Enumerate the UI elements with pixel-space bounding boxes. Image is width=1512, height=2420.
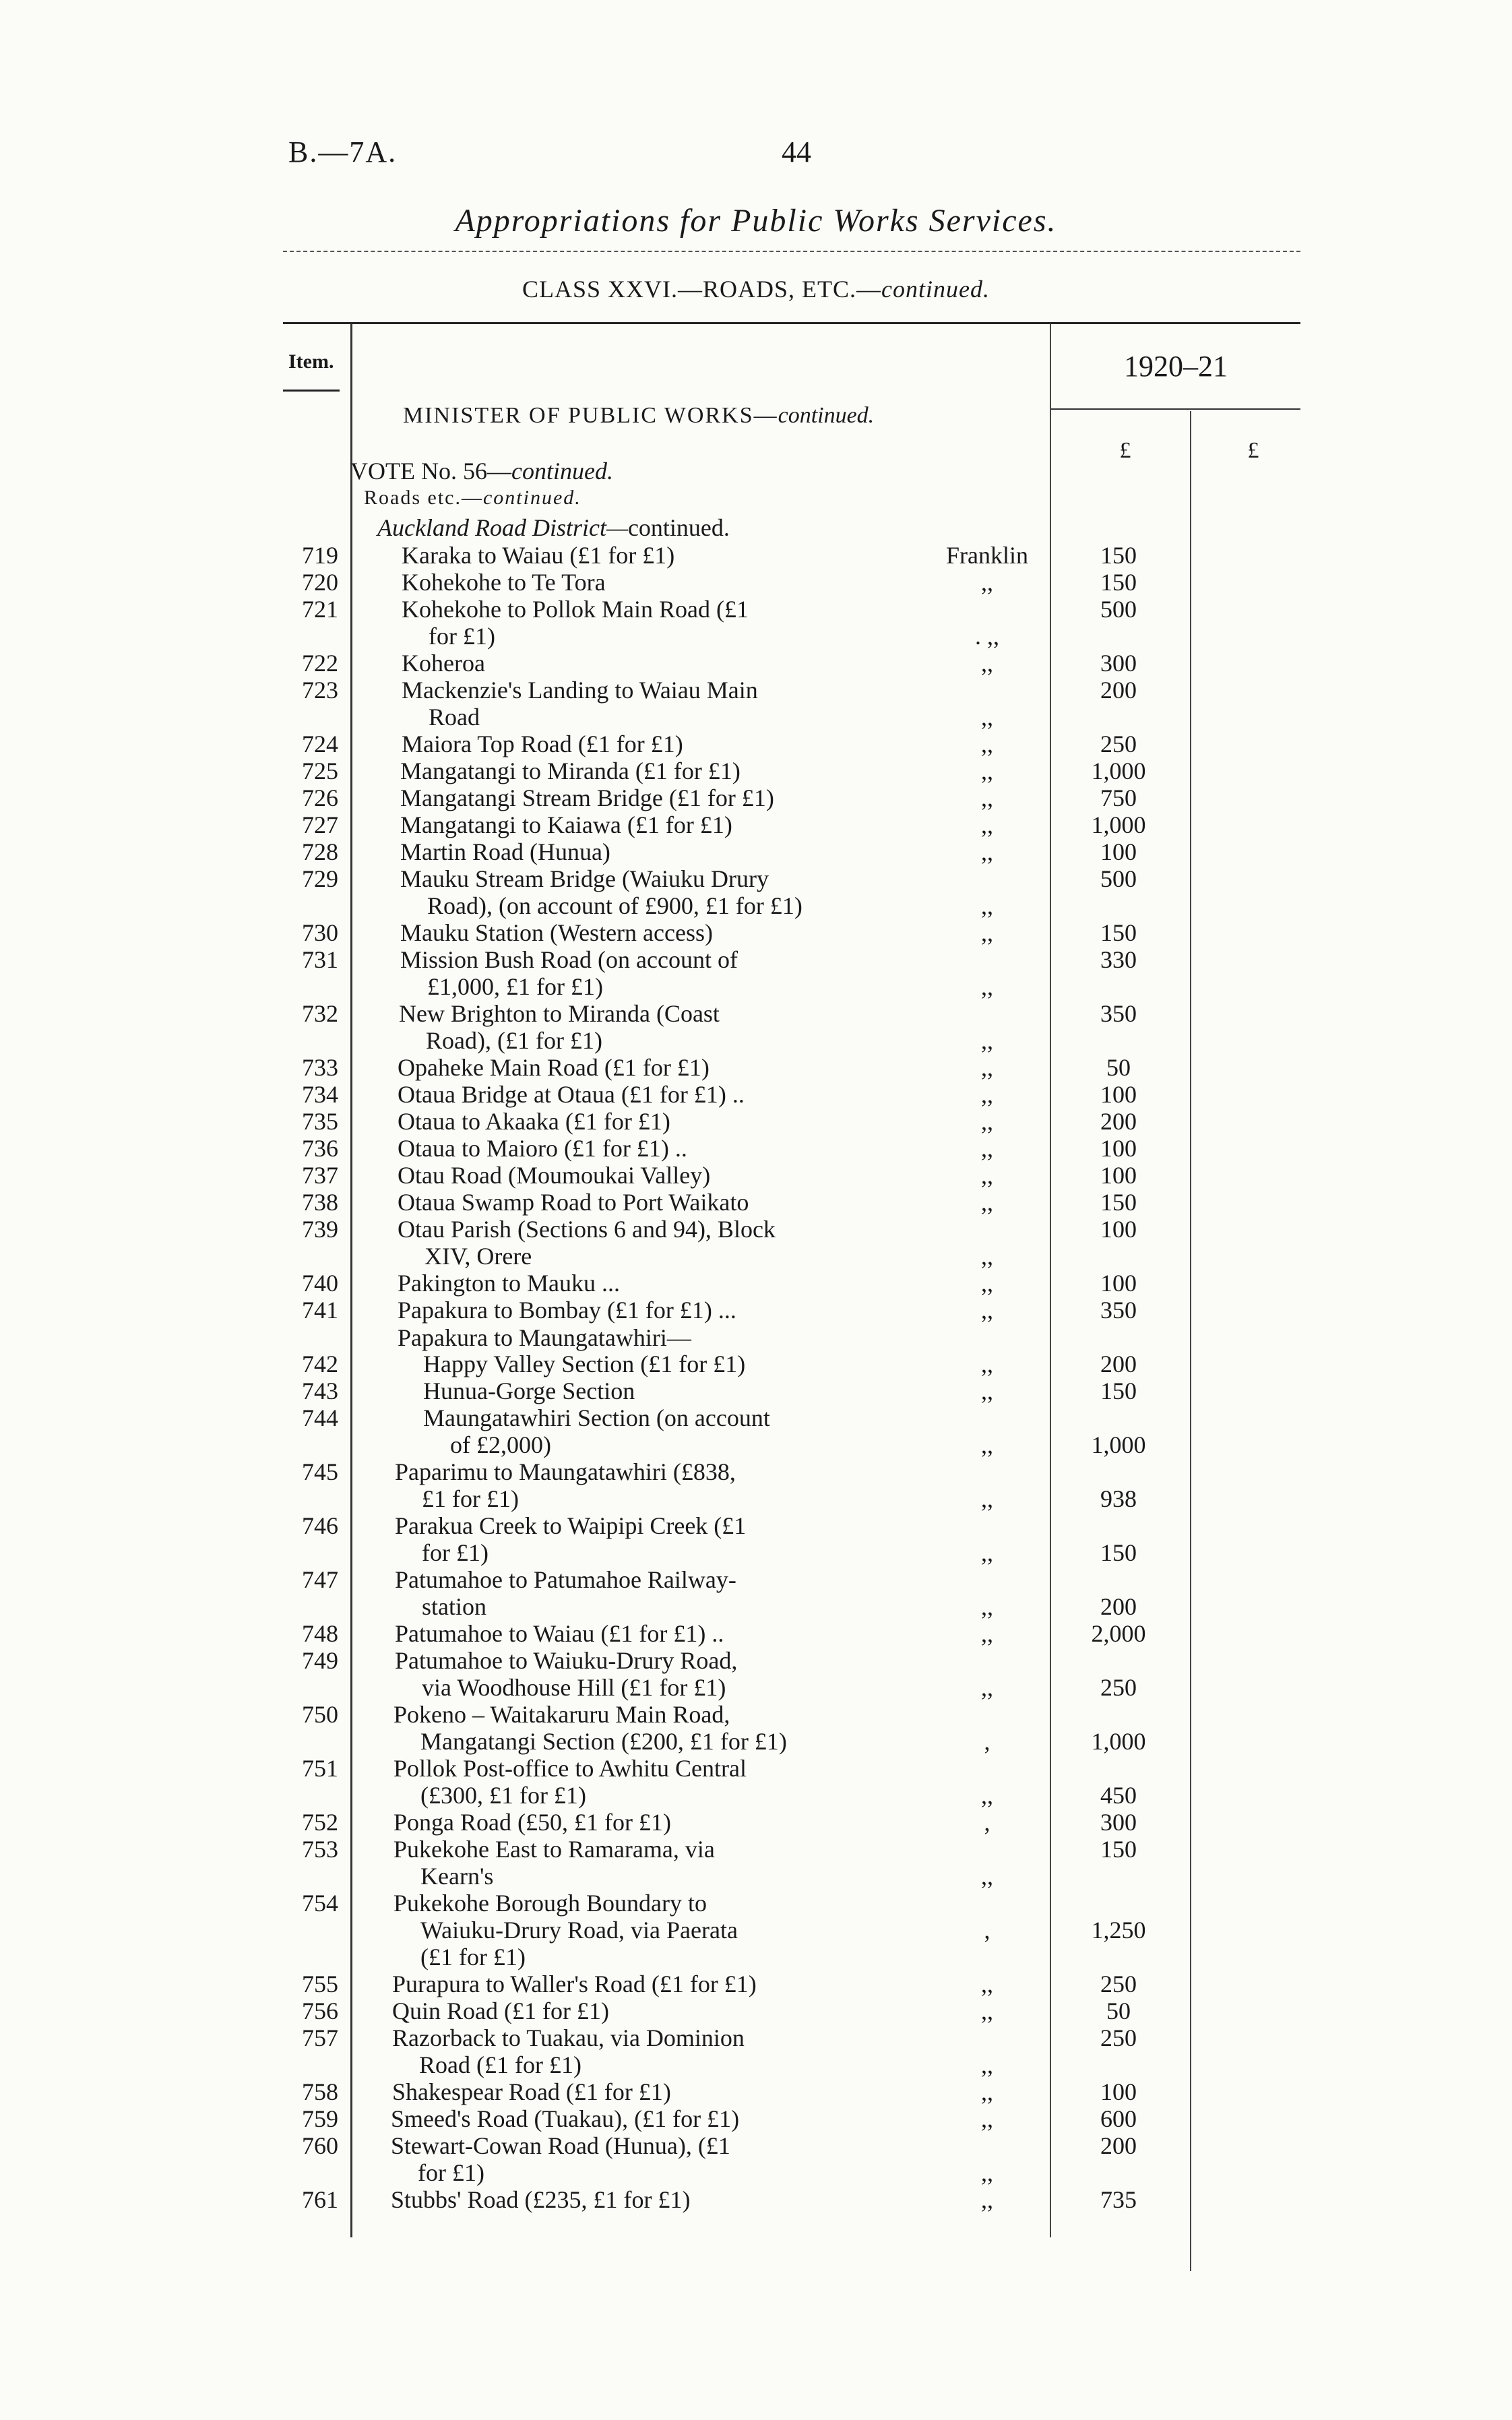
amount-cell: 200	[1100, 1108, 1137, 1135]
description-line: Kohekohe to Te Tora	[402, 569, 606, 596]
item-description	[402, 650, 923, 677]
page-title: Appropriations for Public Works Services.	[455, 203, 1057, 239]
description-line: Pollok Post-office to Awhitu Central	[393, 1755, 747, 1782]
title-rule	[283, 251, 1300, 252]
description-continuation: Road), (on account of £900, £1 for £1)	[427, 892, 802, 919]
description-continuation: for £1)	[418, 2159, 484, 2186]
item-number: 723	[302, 677, 338, 704]
item-description	[393, 1701, 923, 1755]
item-number: 732	[302, 1000, 338, 1027]
description-line: Stubbs' Road (£235, £1 for £1)	[391, 2186, 691, 2213]
amount-cell: 1,000	[1091, 811, 1146, 838]
vote-heading-text: VOTE No. 56—	[350, 458, 511, 485]
amount-cell: 300	[1100, 650, 1137, 677]
item-number: 725	[302, 757, 338, 784]
vote-heading	[350, 457, 613, 485]
item-column-header: Item.	[288, 350, 334, 373]
district-cell: ,,	[981, 1027, 993, 1054]
district-cell: ,,	[981, 1593, 993, 1620]
year-header: 1920–21	[1124, 350, 1228, 383]
item-description	[402, 542, 923, 569]
description-line: Mission Bush Road (on account of	[400, 946, 738, 973]
item-description	[400, 919, 923, 946]
description-line: Koheroa	[402, 650, 485, 677]
item-description	[392, 1971, 923, 1997]
description-line: Mauku Stream Bridge (Waiuku Drury	[400, 865, 769, 892]
item-description	[395, 1647, 923, 1701]
item-description	[393, 1809, 923, 1836]
district-cell: ,,	[981, 919, 993, 946]
item-description	[398, 1270, 923, 1297]
amount-cell: 100	[1100, 1135, 1137, 1162]
item-number: 719	[302, 542, 338, 569]
amount-cell: 350	[1100, 1000, 1137, 1027]
amount-cell: 100	[1100, 1081, 1137, 1108]
district-cell: ,,	[981, 811, 993, 838]
description-line: Pukekohe Borough Boundary to	[393, 1890, 707, 1917]
item-description	[398, 1162, 923, 1189]
item-number: 755	[302, 1971, 338, 1997]
description-line: Maiora Top Road (£1 for £1)	[402, 731, 683, 757]
district-cell: ,,	[981, 1351, 993, 1377]
description-continuation: Road), (£1 for £1)	[426, 1027, 602, 1054]
district-cell: ,	[984, 1728, 990, 1755]
item-description	[398, 1135, 923, 1162]
description-line: Patumahoe to Waiau (£1 for £1) ..	[395, 1620, 724, 1647]
amount-cell: 200	[1100, 2132, 1137, 2159]
class-heading-text: CLASS XXVI.—ROADS, ETC.—	[522, 276, 882, 303]
district-cell: ,,	[981, 1863, 993, 1890]
district-cell: ,,	[981, 973, 993, 1000]
district-cell: ,,	[981, 2105, 993, 2132]
table-top-rule	[283, 322, 1300, 324]
district-cell: ,,	[981, 784, 993, 811]
item-number: 722	[302, 650, 338, 677]
district-cell: ,,	[981, 1162, 993, 1189]
class-heading	[0, 275, 1512, 303]
item-description	[400, 838, 923, 865]
amount-cell: 200	[1100, 677, 1137, 704]
item-description	[393, 1836, 923, 1890]
item-description	[402, 731, 923, 757]
description-line: Papakura to Bombay (£1 for £1) ...	[398, 1297, 736, 1324]
description-continuation: of £2,000)	[450, 1431, 551, 1458]
district-cell: ,,	[981, 704, 993, 731]
item-description	[395, 1566, 923, 1620]
item-description	[402, 677, 923, 731]
description-line: New Brighton to Miranda (Coast	[399, 1000, 720, 1027]
description-line: Hunua-Gorge Section	[423, 1377, 635, 1404]
year-header-rule	[1051, 408, 1300, 410]
description-continuation: station	[422, 1593, 486, 1620]
description-line: Patumahoe to Patumahoe Railway-	[395, 1566, 736, 1593]
amount-cell: 250	[1100, 1971, 1137, 1997]
description-continuation: via Woodhouse Hill (£1 for £1)	[422, 1674, 726, 1701]
amount-cell: 500	[1100, 596, 1137, 623]
item-description	[400, 757, 923, 784]
description-line: Maungatawhiri Section (on account	[423, 1404, 770, 1431]
description-continuation: £1 for £1)	[422, 1485, 519, 1512]
description-continuation: for £1)	[422, 1539, 489, 1566]
item-description	[423, 1377, 923, 1404]
district-cell: ,,	[981, 838, 993, 865]
description-line: Mangatangi to Kaiawa (£1 for £1)	[400, 811, 732, 838]
item-description	[423, 1351, 923, 1377]
description-line: Parakua Creek to Waipipi Creek (£1	[395, 1512, 747, 1539]
description-line: Shakespear Road (£1 for £1)	[392, 2078, 671, 2105]
item-description	[398, 1081, 923, 1108]
description-line: Otaua to Akaaka (£1 for £1)	[398, 1108, 670, 1135]
district-cell: ,,	[981, 1243, 993, 1270]
item-number: 729	[302, 865, 338, 892]
district-cell: ,,	[981, 731, 993, 757]
district-cell: ,,	[981, 1485, 993, 1512]
amount-cell: 150	[1100, 919, 1137, 946]
amount-cell: 150	[1100, 1836, 1137, 1863]
description-line: Mangatangi Stream Bridge (£1 for £1)	[400, 784, 774, 811]
amount-cell: 450	[1100, 1782, 1137, 1809]
description-line: Otau Road (Moumoukai Valley)	[398, 1162, 711, 1189]
amount-cell: 200	[1100, 1351, 1137, 1377]
district-cell: ,,	[981, 892, 993, 919]
description-continuation: Road	[429, 704, 480, 731]
description-line: Kohekohe to Pollok Main Road (£1	[402, 596, 749, 623]
district-cell: ,,	[981, 1135, 993, 1162]
description-line: Stewart-Cowan Road (Hunua), (£1	[391, 2132, 730, 2159]
item-number: 741	[302, 1297, 338, 1324]
district-cell: ,,	[981, 1081, 993, 1108]
item-number: 759	[302, 2105, 338, 2132]
item-description	[392, 2024, 923, 2078]
amount-cell: 150	[1100, 1189, 1137, 1216]
description-line: Karaka to Waiau (£1 for £1)	[402, 542, 675, 569]
district-cell: ,,	[981, 1620, 993, 1647]
item-description	[398, 1189, 923, 1216]
amount-cell: 1,000	[1091, 1431, 1146, 1458]
description-continuation: (£1 for £1)	[420, 1944, 526, 1971]
description-line: Patumahoe to Waiuku-Drury Road,	[395, 1647, 738, 1674]
description-line: Otaua Swamp Road to Port Waikato	[398, 1189, 749, 1216]
vote-heading-continued: continued.	[511, 458, 613, 485]
description-line: Opaheke Main Road (£1 for £1)	[398, 1054, 710, 1081]
amount-cell: 250	[1100, 731, 1137, 757]
minister-heading-text: MINISTER OF PUBLIC WORKS—	[403, 403, 778, 428]
district-heading-continued: continued.	[627, 514, 730, 541]
description-line: Ponga Road (£50, £1 for £1)	[393, 1809, 671, 1836]
amount-column-divider	[1050, 323, 1051, 2237]
item-description	[392, 2078, 923, 2105]
amount-cell: 1,250	[1091, 1917, 1146, 1944]
district-cell: ,,	[981, 569, 993, 596]
item-description	[398, 1297, 923, 1324]
description-line: Mauku Station (Western access)	[400, 919, 713, 946]
description-line: Pokeno – Waitakaruru Main Road,	[393, 1701, 730, 1728]
item-description	[391, 2132, 923, 2186]
roads-heading	[364, 487, 581, 509]
district-cell: ,,	[981, 1054, 993, 1081]
amount-cell: 150	[1100, 1539, 1137, 1566]
pound-column-divider	[1190, 411, 1191, 2271]
district-cell: Franklin	[946, 542, 1028, 569]
item-number: 738	[302, 1189, 338, 1216]
district-cell: ,,	[981, 1108, 993, 1135]
amount-cell: 200	[1100, 1593, 1137, 1620]
amount-cell: 150	[1100, 1377, 1137, 1404]
currency-header-2: £	[1247, 438, 1259, 463]
description-line: Otau Parish (Sections 6 and 94), Block	[398, 1216, 776, 1243]
item-description	[392, 1997, 923, 2024]
description-continuation: £1,000, £1 for £1)	[427, 973, 603, 1000]
page-number: 44	[782, 135, 811, 168]
description-line: Smeed's Road (Tuakau), (£1 for £1)	[391, 2105, 740, 2132]
description-continuation: Mangatangi Section (£200, £1 for £1)	[420, 1728, 787, 1755]
amount-cell: 100	[1100, 2078, 1137, 2105]
district-cell: ,,	[981, 1297, 993, 1324]
item-number: 744	[302, 1404, 338, 1431]
amount-cell: 350	[1100, 1297, 1137, 1324]
amount-cell: 50	[1106, 1997, 1131, 2024]
item-column-divider	[350, 323, 352, 2237]
district-cell: ,,	[981, 1997, 993, 2024]
district-cell: ,	[984, 1809, 990, 1836]
item-number: 742	[302, 1351, 338, 1377]
amount-cell: 300	[1100, 1809, 1137, 1836]
description-line: Otaua Bridge at Otaua (£1 for £1) ..	[398, 1081, 745, 1108]
district-cell: ,,	[981, 1270, 993, 1297]
item-description	[402, 596, 923, 650]
amount-cell: 1,000	[1091, 757, 1146, 784]
item-description	[398, 1216, 923, 1270]
item-number: 754	[302, 1890, 338, 1917]
item-description	[391, 2186, 923, 2213]
description-continuation: (£300, £1 for £1)	[420, 1782, 586, 1809]
district-cell: ,,	[981, 2159, 993, 2186]
district-cell: ,,	[981, 2186, 993, 2213]
minister-heading	[403, 403, 874, 429]
subheading-papakura-maungatawhiri: Papakura to Maungatawhiri—	[398, 1324, 691, 1351]
item-number: 720	[302, 569, 338, 596]
amount-cell: 100	[1100, 1270, 1137, 1297]
description-continuation: Waiuku-Drury Road, via Paerata	[420, 1917, 738, 1944]
amount-cell: 330	[1100, 946, 1137, 973]
item-number: 757	[302, 2024, 338, 2051]
district-cell: ,,	[981, 2078, 993, 2105]
amount-cell: 750	[1100, 784, 1137, 811]
item-number: 751	[302, 1755, 338, 1782]
item-description	[400, 811, 923, 838]
district-cell: ,,	[981, 1782, 993, 1809]
item-description	[400, 784, 923, 811]
item-number: 733	[302, 1054, 338, 1081]
item-number: 736	[302, 1135, 338, 1162]
item-number: 739	[302, 1216, 338, 1243]
currency-header-1: £	[1119, 438, 1131, 463]
minister-heading-continued: continued.	[778, 403, 875, 428]
class-heading-continued: continued.	[881, 276, 990, 303]
district-cell: ,,	[981, 1674, 993, 1701]
description-line: Pakington to Mauku ...	[398, 1270, 620, 1297]
item-header-rule	[283, 390, 340, 392]
item-number: 731	[302, 946, 338, 973]
description-line: Martin Road (Hunua)	[400, 838, 610, 865]
item-description	[402, 569, 923, 596]
amount-cell: 100	[1100, 1216, 1137, 1243]
amount-cell: 250	[1100, 2024, 1137, 2051]
amount-cell: 150	[1100, 542, 1137, 569]
description-continuation: XIV, Orere	[424, 1243, 532, 1270]
item-number: 737	[302, 1162, 338, 1189]
district-cell: ,,	[981, 1539, 993, 1566]
item-number: 747	[302, 1566, 338, 1593]
description-line: Paparimu to Maungatawhiri (£838,	[395, 1458, 736, 1485]
item-description	[400, 865, 923, 919]
district-cell: ,,	[981, 650, 993, 677]
description-line: Razorback to Tuakau, via Dominion	[392, 2024, 745, 2051]
item-number: 758	[302, 2078, 338, 2105]
item-number: 740	[302, 1270, 338, 1297]
item-number: 721	[302, 596, 338, 623]
amount-cell: 500	[1100, 865, 1137, 892]
district-cell: ,,	[981, 1431, 993, 1458]
item-description	[423, 1404, 923, 1458]
item-description	[400, 946, 923, 1000]
item-number: 756	[302, 1997, 338, 2024]
item-number: 746	[302, 1512, 338, 1539]
item-number: 724	[302, 731, 338, 757]
description-line: Pukekohe East to Ramarama, via	[393, 1836, 715, 1863]
district-cell: ,,	[981, 757, 993, 784]
description-continuation: Kearn's	[420, 1863, 494, 1890]
description-line: Otaua to Maioro (£1 for £1) ..	[398, 1135, 687, 1162]
item-number: 748	[302, 1620, 338, 1647]
item-number: 743	[302, 1377, 338, 1404]
amount-cell: 250	[1100, 1674, 1137, 1701]
description-continuation: for £1)	[429, 623, 495, 650]
amount-cell: 2,000	[1091, 1620, 1146, 1647]
description-line: Quin Road (£1 for £1)	[392, 1997, 609, 2024]
item-description	[393, 1755, 923, 1809]
document-reference: B.—7A.	[288, 135, 398, 168]
item-number: 745	[302, 1458, 338, 1485]
item-number: 727	[302, 811, 338, 838]
amount-cell: 938	[1100, 1485, 1137, 1512]
district-cell: ,,	[981, 1971, 993, 1997]
item-description	[399, 1000, 923, 1054]
roads-heading-text: Roads etc.—	[364, 487, 483, 509]
item-number: 730	[302, 919, 338, 946]
district-cell: . ,,	[975, 623, 999, 650]
description-line: Mangatangi to Miranda (£1 for £1)	[400, 757, 741, 784]
district-cell: ,,	[981, 1377, 993, 1404]
amount-cell: 735	[1100, 2186, 1137, 2213]
item-number: 760	[302, 2132, 338, 2159]
amount-cell: 600	[1100, 2105, 1137, 2132]
item-description	[395, 1512, 923, 1566]
item-description	[393, 1890, 923, 1971]
item-number: 761	[302, 2186, 338, 2213]
district-heading	[377, 514, 730, 542]
item-description	[395, 1620, 923, 1647]
item-number: 749	[302, 1647, 338, 1674]
item-number: 728	[302, 838, 338, 865]
amount-cell: 150	[1100, 569, 1137, 596]
item-description	[395, 1458, 923, 1512]
item-description	[391, 2105, 923, 2132]
item-number: 726	[302, 784, 338, 811]
amount-cell: 100	[1100, 838, 1137, 865]
description-line: Happy Valley Section (£1 for £1)	[423, 1351, 746, 1377]
amount-cell: 50	[1106, 1054, 1131, 1081]
description-continuation: Road (£1 for £1)	[419, 2051, 581, 2078]
district-cell: ,	[984, 1917, 990, 1944]
description-line: Purapura to Waller's Road (£1 for £1)	[392, 1971, 757, 1997]
district-heading-text: Auckland Road District—	[377, 514, 628, 541]
item-number: 753	[302, 1836, 338, 1863]
item-number: 734	[302, 1081, 338, 1108]
district-cell: ,,	[981, 1189, 993, 1216]
amount-cell: 1,000	[1091, 1728, 1146, 1755]
roads-heading-continued: continued.	[482, 487, 581, 509]
amount-cell: 100	[1100, 1162, 1137, 1189]
item-number: 735	[302, 1108, 338, 1135]
description-line: Mackenzie's Landing to Waiau Main	[402, 677, 758, 704]
item-description	[398, 1054, 923, 1081]
district-cell: ,,	[981, 2051, 993, 2078]
item-description	[398, 1108, 923, 1135]
item-number: 752	[302, 1809, 338, 1836]
item-number: 750	[302, 1701, 338, 1728]
